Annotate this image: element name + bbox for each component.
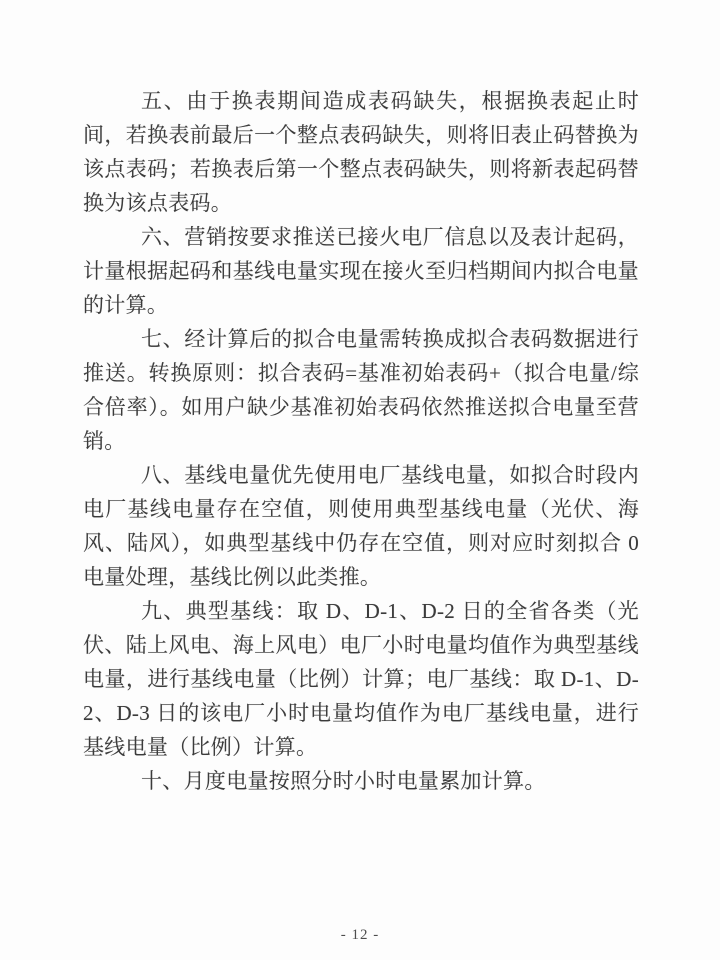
page-footer xyxy=(0,925,720,945)
page-number: - 12 - xyxy=(340,927,380,943)
paragraph-clause-7: 七、经计算后的拟合电量需转换成拟合表码数据进行推送。转换原则：拟合表码=基准初始表码+（拟合电量/综合倍率）。如用户缺少基准初始表码依然推送拟合电量至营销。 xyxy=(83,327,639,453)
document-body xyxy=(83,84,639,798)
paragraph-clause-5: 五、由于换表期间造成表码缺失，根据换表起止时间，若换表前最后一个整点表码缺失，则将旧表止码替换为该点表码；若换表后第一个整点表码缺失，则将新表起码替换为该点表码。 xyxy=(83,89,639,215)
paragraph-clause-6: 六、营销按要求推送已接火电厂信息以及表计起码，计量根据起码和基线电量实现在接火至归档期间内拟合电量的计算。 xyxy=(83,225,639,317)
paragraph-clause-8: 八、基线电量优先使用电厂基线电量，如拟合时段内电厂基线电量存在空值，则使用典型基线电量（光伏、海风、陆风），如典型基线中仍存在空值，则对应时刻拟合 0 电量处理，基线比例以此类推。 xyxy=(83,463,639,589)
paragraph-clause-10: 十、月度电量按照分时小时电量累加计算。 xyxy=(141,769,546,793)
paragraph-clause-9: 九、典型基线：取 D、D-1、D-2 日的全省各类（光伏、陆上风电、海上风电）电厂小时电量均值作为典型基线电量，进行基线电量（比例）计算；电厂基线：取 D-1、D-2、D-3 日的该电厂小时电量均值作为电厂基线电量，进行基线电量（比例）计算。 xyxy=(83,599,639,759)
